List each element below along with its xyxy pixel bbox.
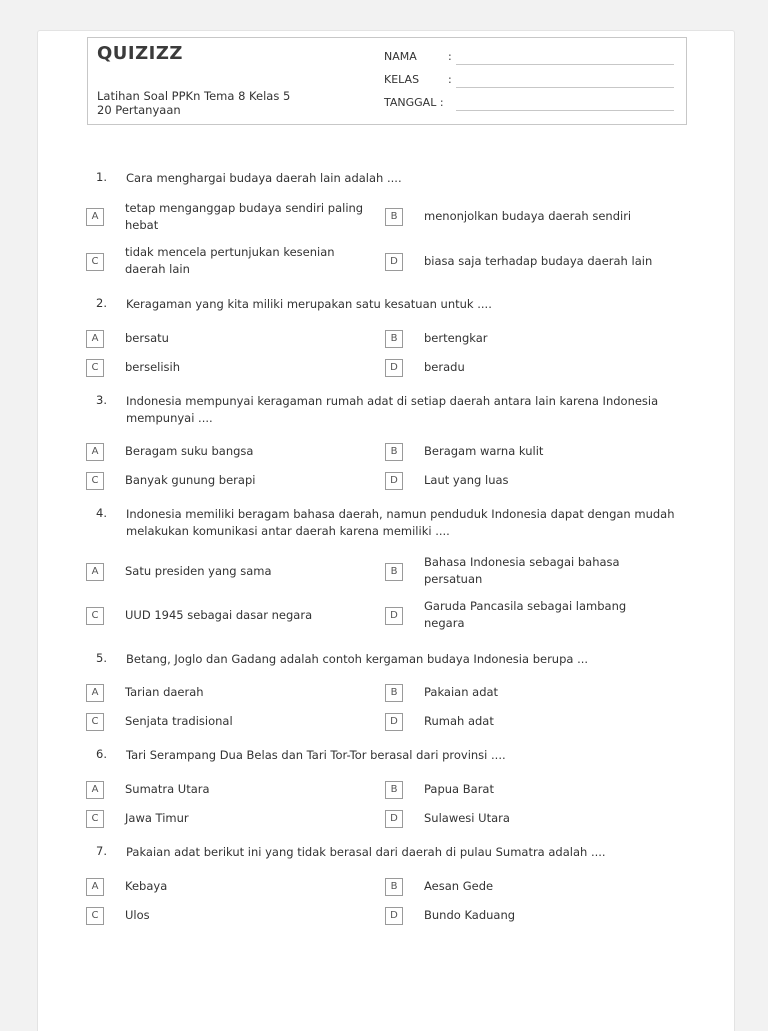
question-text: Indonesia memiliki beragam bahasa daerah, namun penduduk Indonesia dapat dengan mudah melakukan komunikasi antar daerah karena memiliki .... <box>126 507 675 538</box>
option-text: Banyak gunung berapi <box>125 473 256 487</box>
option-text: Bundo Kaduang <box>424 908 516 922</box>
question-text: Indonesia mempunyai keragaman rumah adat di setiap daerah antara lain karena Indonesia mempunyai .... <box>126 394 659 425</box>
option-text: Rumah adat <box>424 714 494 728</box>
option-text: Sulawesi Utara <box>424 811 510 825</box>
option-text: Laut yang luas <box>424 473 509 487</box>
question-text: Keragaman yang kita miliki merupakan satu kesatuan untuk .... <box>126 297 492 311</box>
option-text: Tarian daerah <box>125 685 204 699</box>
option-letter-box: A <box>86 684 104 702</box>
question-text: Cara menghargai budaya daerah lain adalah .... <box>126 171 402 185</box>
option-text: Senjata tradisional <box>125 714 233 728</box>
option-text: Papua Barat <box>424 782 494 796</box>
question-text: Pakaian adat berikut ini yang tidak berasal dari daerah di pulau Sumatra adalah .... <box>126 845 606 859</box>
option-text: Jawa Timur <box>125 811 189 825</box>
option-letter-box: B <box>385 781 403 799</box>
option-text: Sumatra Utara <box>125 782 210 796</box>
quizizz-logo: QUIZIZZ <box>97 43 183 64</box>
option-letter-box: D <box>385 472 403 490</box>
option-letter-box: D <box>385 359 403 377</box>
option-text: tidak mencela pertunjukan kesenian daerah lain <box>125 245 335 276</box>
option-letter-box: C <box>86 253 104 271</box>
option-text: menonjolkan budaya daerah sendiri <box>424 209 632 223</box>
option-text: UUD 1945 sebagai dasar negara <box>125 608 313 622</box>
question-number: 5. <box>96 651 107 665</box>
option-text: beradu <box>424 360 465 374</box>
date-label: TANGGAL : <box>384 96 444 109</box>
option-letter-box: D <box>385 810 403 828</box>
option-letter-box: C <box>86 907 104 925</box>
option-text: Garuda Pancasila sebagai lambang negara <box>424 599 627 630</box>
class-label: KELAS <box>384 73 420 86</box>
class-line[interactable] <box>456 87 674 88</box>
question-number: 7. <box>96 844 107 858</box>
option-text: tetap menganggap budaya sendiri paling hebat <box>125 201 364 232</box>
option-letter-box: A <box>86 208 104 226</box>
option-text: Aesan Gede <box>424 879 494 893</box>
option-letter-box: A <box>86 781 104 799</box>
option-letter-box: A <box>86 330 104 348</box>
quiz-title: Latihan Soal PPKn Tema 8 Kelas 5 <box>97 89 291 103</box>
option-letter-box: D <box>385 907 403 925</box>
question-text: Tari Serampang Dua Belas dan Tari Tor-Tor berasal dari provinsi .... <box>126 748 506 762</box>
question-number: 6. <box>96 747 107 761</box>
option-letter-box: A <box>86 878 104 896</box>
name-colon: : <box>448 50 452 63</box>
worksheet-page <box>37 30 735 1031</box>
option-letter-box: C <box>86 472 104 490</box>
option-text: Pakaian adat <box>424 685 499 699</box>
option-text: Kebaya <box>125 879 168 893</box>
option-text: Ulos <box>125 908 150 922</box>
option-letter-box: D <box>385 253 403 271</box>
name-label: NAMA <box>384 50 417 63</box>
option-text: berselisih <box>125 360 181 374</box>
option-letter-box: B <box>385 330 403 348</box>
option-letter-box: C <box>86 810 104 828</box>
option-letter-box: D <box>385 713 403 731</box>
option-text: biasa saja terhadap budaya daerah lain <box>424 254 653 268</box>
question-number: 3. <box>96 393 107 407</box>
option-letter-box: A <box>86 443 104 461</box>
worksheet-header <box>87 37 687 125</box>
option-letter-box: A <box>86 563 104 581</box>
option-letter-box: B <box>385 563 403 581</box>
option-letter-box: C <box>86 713 104 731</box>
option-letter-box: B <box>385 684 403 702</box>
date-line[interactable] <box>456 110 674 111</box>
option-letter-box: D <box>385 607 403 625</box>
option-letter-box: B <box>385 878 403 896</box>
option-text: Beragam warna kulit <box>424 444 544 458</box>
option-letter-box: C <box>86 607 104 625</box>
option-text: Beragam suku bangsa <box>125 444 254 458</box>
question-number: 1. <box>96 170 107 184</box>
option-letter-box: B <box>385 208 403 226</box>
question-number: 2. <box>96 296 107 310</box>
option-text: bertengkar <box>424 331 488 345</box>
quiz-question-count: 20 Pertanyaan <box>97 103 181 117</box>
option-text: bersatu <box>125 331 169 345</box>
question-number: 4. <box>96 506 107 520</box>
option-letter-box: B <box>385 443 403 461</box>
option-text: Bahasa Indonesia sebagai bahasa persatuan <box>424 555 620 586</box>
question-text: Betang, Joglo dan Gadang adalah contoh kergaman budaya Indonesia berupa ... <box>126 652 589 666</box>
name-line[interactable] <box>456 64 674 65</box>
class-colon: : <box>448 73 452 86</box>
option-letter-box: C <box>86 359 104 377</box>
option-text: Satu presiden yang sama <box>125 564 272 578</box>
